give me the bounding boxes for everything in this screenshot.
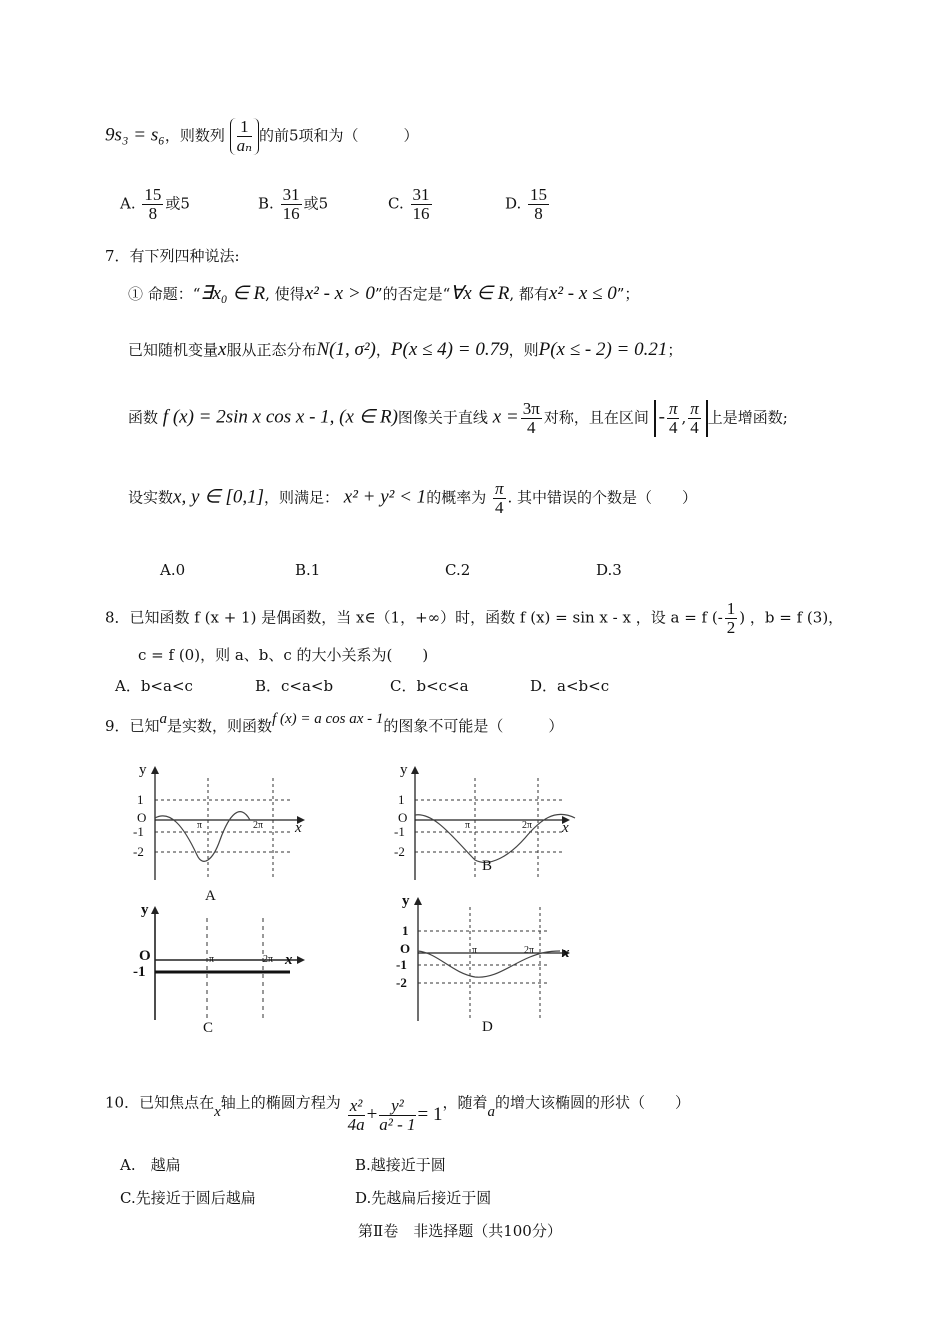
q9-graph-b[interactable] [390,760,585,905]
q9-d-tick-minus1: -1 [396,957,407,972]
q9-c-y-label: y [141,902,149,918]
q7-option-d[interactable]: D.3 [596,561,622,579]
q6-option-b[interactable]: B. $\frac{31}{16}$ 或5 [258,185,329,223]
q6-sequence-brace: $\frac{1}{\text{aₙ}}$ [230,118,259,155]
q8-stem-line1: 8．已知函数 f (x + 1) 是偶函数，当 x∈（1，+∞）时，函数 f (x) = sin x - x ，设 a = f (- $\frac{1}{2}$ ) ，b = f (3)， [105,599,844,637]
q6-condition: 9s₃ = s₆ [105,124,165,146]
q9-c-tick-minus1: -1 [133,964,146,980]
q9-d-caption: D [482,1019,493,1035]
section-2-title: 第Ⅱ卷 非选择题（共100分） [358,1222,562,1240]
q9-b-tick-minus1: -1 [394,824,405,839]
q9-graph-c[interactable] [125,900,315,1045]
q9-c-caption: C [203,1020,214,1036]
q9-graph-b-svg [390,760,585,905]
q9-b-tick-2pi: 2π [522,820,533,831]
q9-d-y-label: y [402,893,410,909]
q9-b-tick-pi: π [465,820,471,831]
q8-option-b[interactable]: B．c<a<b [255,677,334,695]
q9-d-x-label: x [562,945,570,961]
q10-option-d[interactable]: D.先越扁后接近于圆 [355,1189,492,1207]
q9-graph-c-svg [125,900,315,1045]
q6-option-a[interactable]: A. $\frac{15}{8}$ 或5 [120,185,190,223]
q9-b-caption: B [482,858,493,874]
q9-a-tick-minus2: -2 [133,844,144,859]
q8-option-a[interactable]: A．b<a<c [115,677,193,695]
q9-graph-d[interactable] [390,893,590,1043]
q7-statement-1: ① 命题：“∃x₀ ∈ R, 使得x² - x > 0”的否定是“∀x ∈ R, 都有x² - x ≤ 0”； [128,283,640,304]
q9-graph-a[interactable] [125,760,315,905]
q9-a-x-label: x [295,820,302,836]
q9-d-tick-1: 1 [402,923,409,938]
q9-d-tick-pi: π [472,945,478,956]
q9-c-origin: O [139,948,151,964]
q9-d-tick-minus2: -2 [396,975,407,990]
q9-stem: 9．已知a是实数，则函数f (x) = a cos ax - 1的图象不可能是（ ） [105,711,564,735]
q7-statement-4: 设实数x, y ∈ [0,1]，则满足： x² + y² < 1的概率为 $\frac{\pi}{4}$ . 其中错误的个数是（ ） [128,479,698,517]
q9-a-y-label: y [139,762,147,778]
q9-a-tick-pi: π [197,820,203,831]
q9-b-tick-1: 1 [398,792,405,807]
q9-a-origin: O [137,810,147,825]
q9-b-origin: O [398,810,408,825]
q8-stem-line2: c = f (0)，则 a、b、c 的大小关系为( ) [138,646,429,664]
q9-d-origin: O [400,941,411,956]
q9-d-tick-2pi: 2π [524,945,535,956]
q7-title: 7．有下列四种说法: [105,247,240,265]
q10-option-a[interactable]: A. 越扁 [120,1156,181,1174]
q6-option-c[interactable]: C. $\frac{31}{16}$ [388,185,430,223]
q7-option-b[interactable]: B.1 [295,561,321,579]
q8-option-d[interactable]: D．a<b<c [530,677,610,695]
q7-statement-2: 已知随机变量x服从正态分布N(1, σ²)，P(x ≤ 4) = 0.79，则P(x ≤ - 2) = 0.21； [128,339,683,360]
q10-option-b[interactable]: B.越接近于圆 [355,1156,446,1174]
q8-option-c[interactable]: C．b<c<a [390,677,469,695]
q10-stem: 10．已知焦点在x轴上的椭圆方程为 $\frac{\text{x²}}{4a}$ + $\frac{\text{y²}}{\text{a² - 1}}$ = 1，随着a的增大该椭圆的形状（ ） [105,1093,691,1134]
q9-graph-a-svg [125,760,315,905]
q9-c-tick-pi: π [209,954,215,965]
q9-b-tick-minus2: -2 [394,844,405,859]
q9-a-caption: A [205,888,216,904]
q7-option-c[interactable]: C.2 [445,561,471,579]
q9-c-tick-2pi: 2π [263,954,274,965]
q9-b-x-label: x [562,820,569,836]
q7-option-a[interactable]: A.0 [160,561,186,579]
q9-c-x-label: x [285,952,293,968]
q9-a-tick-2pi: 2π [253,820,264,831]
q10-option-c[interactable]: C.先接近于圆后越扁 [120,1189,256,1207]
q9-a-tick-1: 1 [137,792,144,807]
q6-stem: 9s₃ = s₆，则数列 $\frac{1}{\text{aₙ}}$ 的前5项和为（ ） [105,117,419,155]
q9-b-y-label: y [400,762,408,778]
q9-a-tick-minus1: -1 [133,824,144,839]
q7-statement-3: 函数 f (x) = 2sin x cos x - 1, (x ∈ R)图像关于直线 x = $\frac{3\pi}{4}$ 对称，且在区间 - $\frac{\pi}{4}$ , $\frac{\pi}{4}$ 上是增函数; [128,399,788,437]
q6-option-d[interactable]: D. $\frac{15}{8}$ [505,185,548,223]
